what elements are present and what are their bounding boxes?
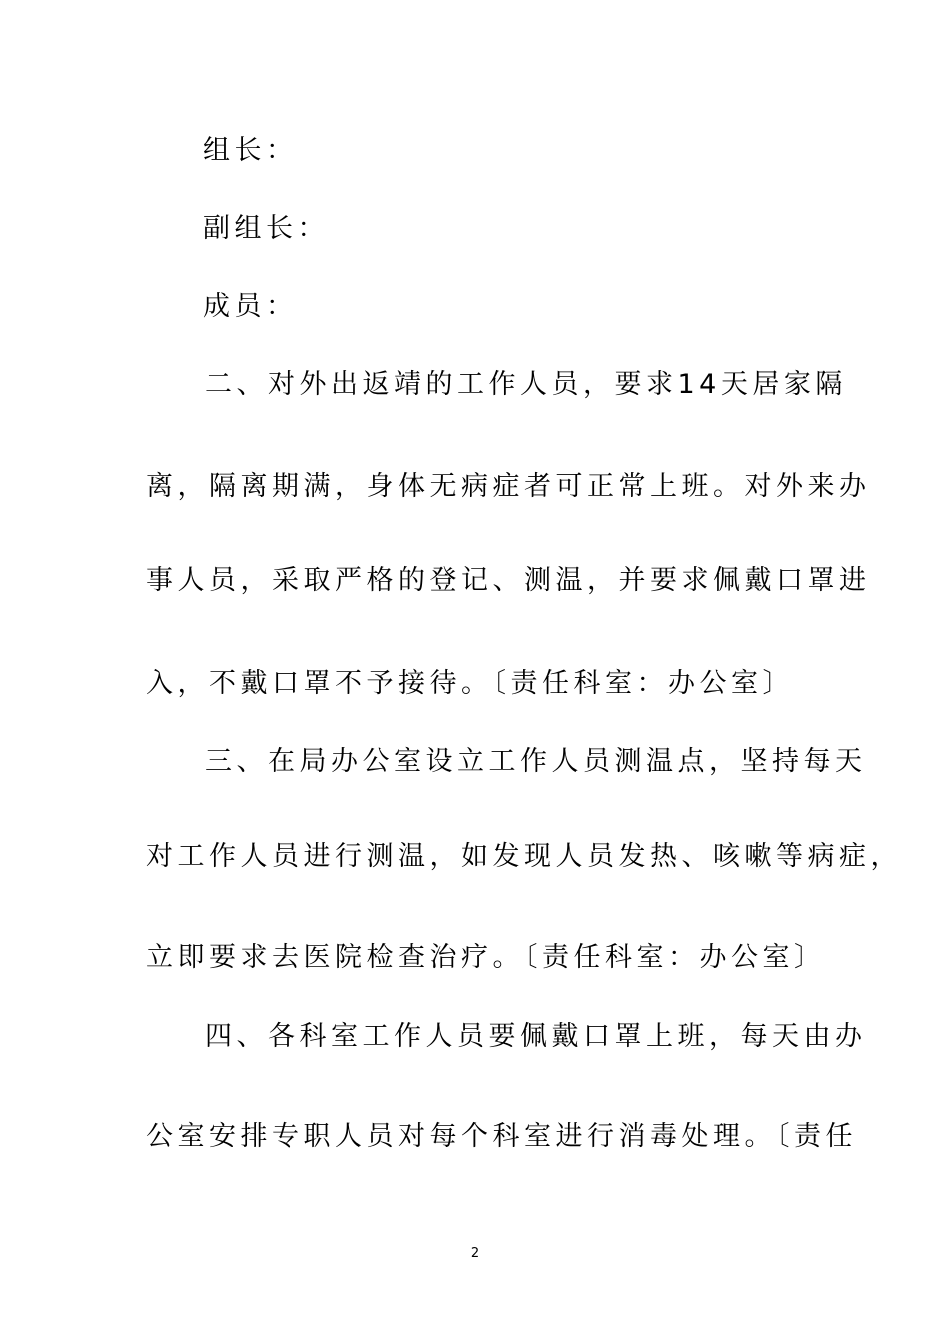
section-two-line-1: 二、对外出返靖的工作人员，要求14天居家隔 [205,369,847,400]
group-leader-label: 组长： [203,135,298,166]
section-three-line-1: 三、在局办公室设立工作人员测温点，坚持每天 [205,746,867,777]
section-two-line-4: 入，不戴口罩不予接待。〔责任科室：办公室〕 [146,668,794,699]
section-two-line-2: 离，隔离期满，身体无病症者可正常上班。对外来办 [146,471,871,502]
page-number: 2 [470,1246,480,1261]
section-three-line-3: 立即要求去医院检查治疗。〔责任科室：办公室〕 [146,942,826,973]
section-two-line-3: 事人员，采取严格的登记、测温，并要求佩戴口罩进 [146,565,871,596]
deputy-group-leader-label: 副组长： [203,213,329,244]
section-four-line-1: 四、各科室工作人员要佩戴口罩上班，每天由办 [205,1021,867,1052]
section-three-line-2: 对工作人员进行测温，如发现人员发热、咳嗽等病症， [146,841,902,872]
members-label: 成员： [203,291,298,322]
section-four-line-2: 公室安排专职人员对每个科室进行消毒处理。〔责任 [146,1121,857,1152]
